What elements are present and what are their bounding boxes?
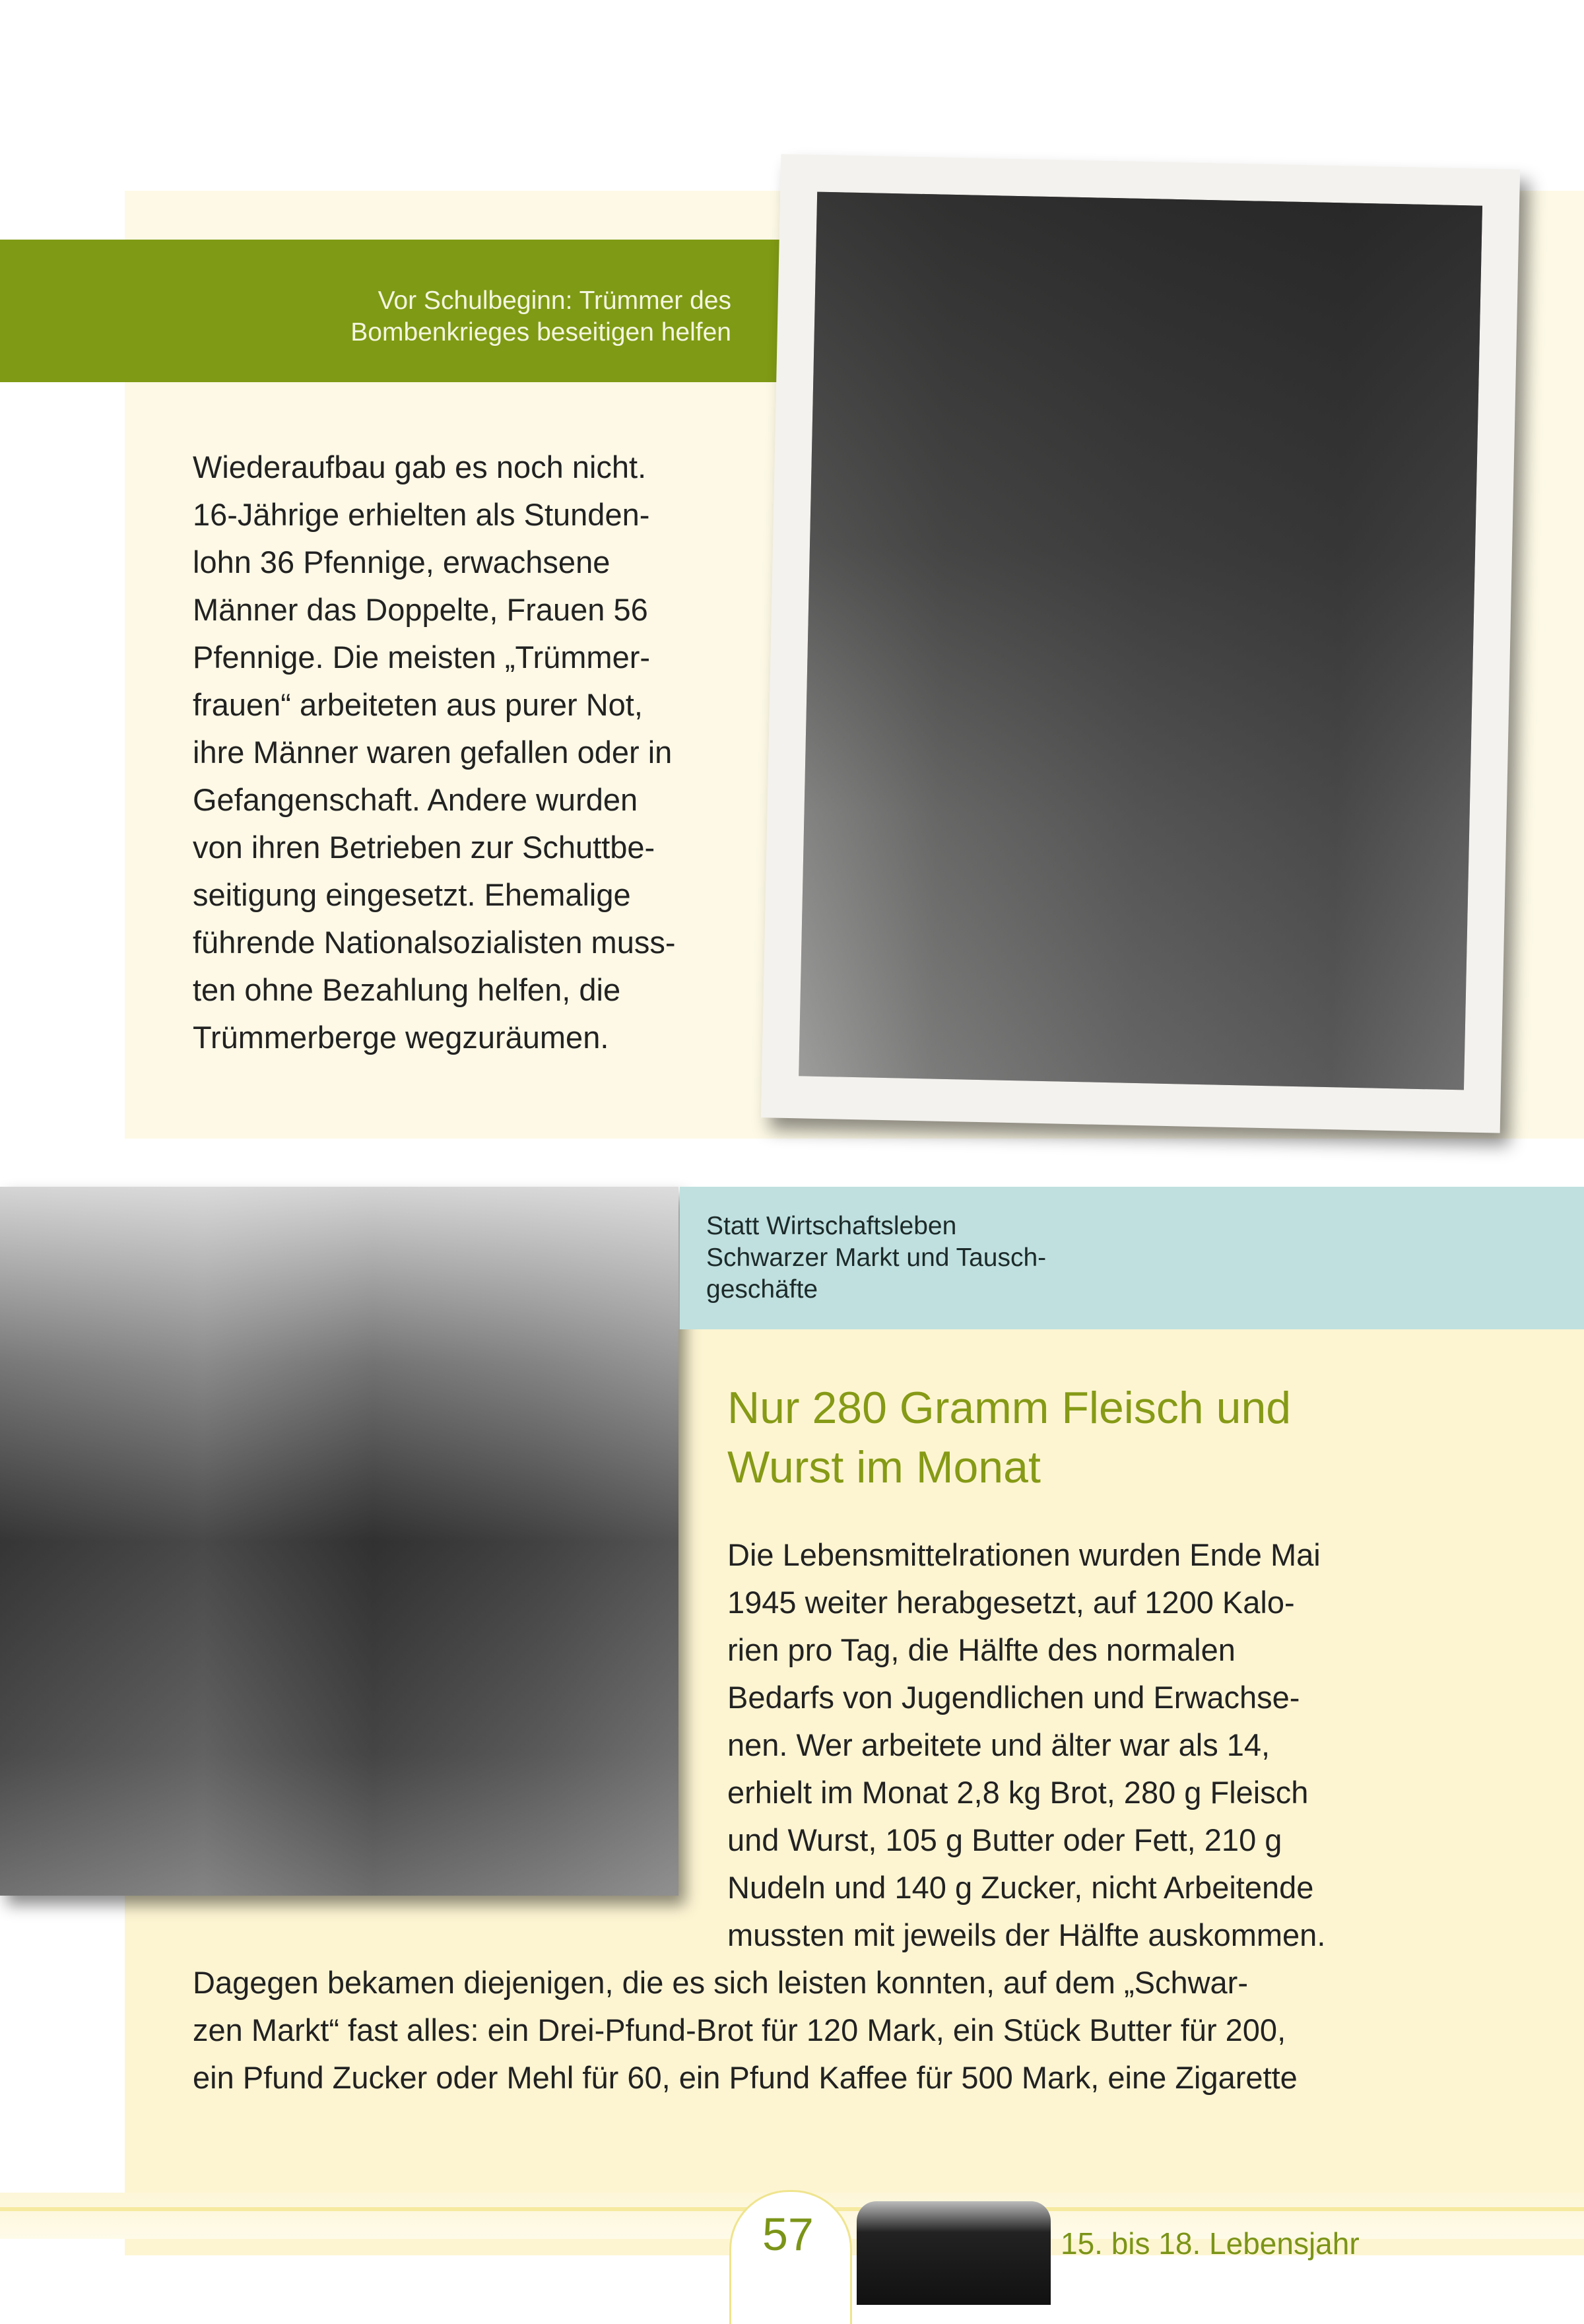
caption-line: Schwarzer Markt und Tausch- bbox=[706, 1244, 1047, 1272]
photo-caption-bottom bbox=[706, 1211, 1046, 1306]
text-line: rien pro Tag, die Hälfte des normalen bbox=[727, 1632, 1236, 1667]
text-line: Trümmerberge wegzuräumen. bbox=[193, 1020, 609, 1055]
text-line: Gefangenschaft. Andere wurden bbox=[193, 782, 638, 817]
body-text-bottom bbox=[727, 1531, 1325, 1959]
running-head: 15. bis 18. Lebensjahr bbox=[1061, 2226, 1360, 2261]
text-line: ihre Männer waren gefallen oder in bbox=[193, 735, 673, 770]
heading-line: Nur 280 Gramm Fleisch und bbox=[727, 1383, 1292, 1433]
group-photo-thumbnail bbox=[857, 2201, 1051, 2305]
text-line: Nudeln und 140 g Zucker, nicht Arbeitende bbox=[727, 1870, 1314, 1905]
text-line: und Wurst, 105 g Butter oder Fett, 210 g bbox=[727, 1822, 1282, 1857]
text-line: 1945 weiter herabgesetzt, auf 1200 Kalo- bbox=[727, 1585, 1295, 1620]
text-line: Wiederaufbau gab es noch nicht. bbox=[193, 449, 647, 484]
text-line: Dagegen bekamen diejenigen, die es sich leisten konnten, auf dem „Schwar- bbox=[193, 1965, 1248, 2000]
body-text-top bbox=[193, 444, 675, 1061]
text-line: führende Nationalsozialisten muss- bbox=[193, 925, 676, 960]
black-market-photo bbox=[0, 1187, 678, 1896]
caption-line: Bombenkrieges beseitigen helfen bbox=[350, 318, 731, 347]
text-line: frauen“ arbeiteten aus purer Not, bbox=[193, 687, 643, 722]
body-text-bottom-full bbox=[193, 1959, 1298, 2102]
caption-line: geschäfte bbox=[706, 1275, 818, 1304]
caption-line: Statt Wirtschaftsleben bbox=[706, 1212, 957, 1240]
caption-line: Vor Schulbeginn: Trümmer des bbox=[378, 286, 731, 315]
text-line: nen. Wer arbeitete und älter war als 14, bbox=[727, 1727, 1270, 1762]
text-line: ein Pfund Zucker oder Mehl für 60, ein Pfund Kaffee für 500 Mark, eine Zigarette bbox=[193, 2060, 1298, 2095]
text-line: Männer das Doppelte, Frauen 56 bbox=[193, 592, 648, 627]
page-number: 57 bbox=[762, 2208, 814, 2260]
text-line: ten ohne Bezahlung helfen, die bbox=[193, 972, 621, 1007]
text-line: erhielt im Monat 2,8 kg Brot, 280 g Fleisch bbox=[727, 1775, 1309, 1810]
text-line: mussten mit jeweils der Hälfte auskommen. bbox=[727, 1917, 1326, 1952]
photo-caption-top bbox=[350, 285, 731, 349]
text-line: Die Lebensmittelrationen wurden Ende Mai bbox=[727, 1537, 1321, 1572]
text-line: von ihren Betrieben zur Schuttbe- bbox=[193, 830, 655, 865]
text-line: lohn 36 Pfennige, erwachsene bbox=[193, 545, 610, 580]
text-line: Bedarfs von Jugendlichen und Erwachse- bbox=[727, 1680, 1300, 1715]
section-heading bbox=[727, 1378, 1291, 1497]
text-line: zen Markt“ fast alles: ein Drei-Pfund-Brot für 120 Mark, ein Stück Butter für 200, bbox=[193, 2012, 1286, 2047]
text-line: seitigung eingesetzt. Ehemalige bbox=[193, 877, 631, 912]
rubble-clearing-photo bbox=[799, 192, 1482, 1090]
rubble-photo-frame bbox=[761, 154, 1520, 1133]
text-line: 16-Jährige erhielten als Stunden- bbox=[193, 497, 650, 532]
text-line: Pfennige. Die meisten „Trümmer- bbox=[193, 640, 651, 675]
heading-line: Wurst im Monat bbox=[727, 1442, 1041, 1492]
